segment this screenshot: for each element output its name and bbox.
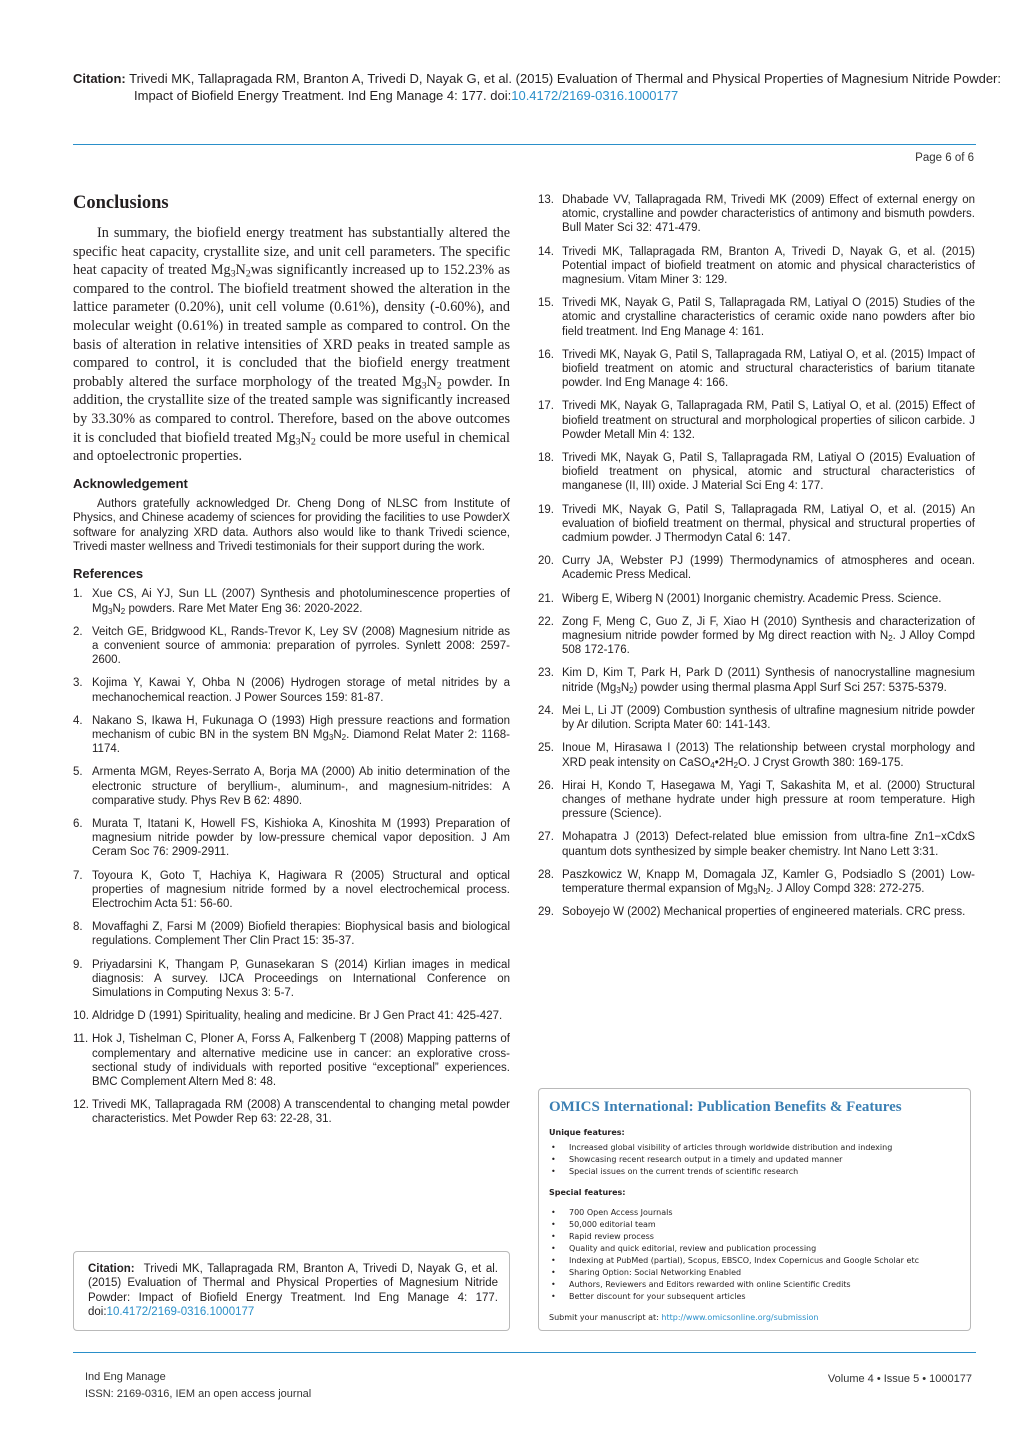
special-features-heading: Special features: (549, 1188, 626, 1197)
reference-item (73, 958, 510, 1001)
feature-item: • Better discount for your subsequent articles (549, 1291, 954, 1303)
reference-number: 5. (73, 766, 83, 779)
journal-issn: ISSN: 2169-0316, IEM an open access journal (85, 1388, 312, 1400)
reference-number: 10. (73, 1010, 89, 1023)
feature-item: • Sharing Option: Social Networking Enabled (549, 1267, 954, 1279)
formula-n: N (112, 602, 121, 615)
header-rule (73, 144, 976, 145)
reference-item (538, 245, 975, 288)
reference-text: Trivedi MK, Tallapragada RM (2008) A transcendental to changing metal powder characteristics. Met Powder Rep 63: 22-28, 31. (92, 1099, 510, 1126)
reference-item (73, 869, 510, 912)
reference-number: 1. (73, 588, 83, 601)
feature-item: • Rapid review process (549, 1231, 954, 1243)
reference-text: . J Alloy Compd 508 172-176. (562, 630, 975, 657)
reference-number: 7. (73, 869, 83, 882)
subscript: 2 (120, 606, 126, 616)
subscript: 3 (230, 268, 236, 280)
reference-text: Wiberg E, Wiberg N (2001) Inorganic chemistry. Academic Press. Science. (562, 592, 942, 605)
reference-number: 13. (538, 194, 554, 206)
reference-item (538, 830, 975, 858)
reference-text: Inoue M, Hirasawa I (2013) The relationship between crystal morphology and XRD peak intensity on CaSO (562, 742, 975, 769)
reference-item (73, 714, 510, 757)
reference-number: 22. (538, 615, 554, 628)
omics-benefits-box (538, 1088, 971, 1331)
subscript: 2 (245, 268, 251, 280)
subscript: 3 (107, 606, 113, 616)
reference-number: 12. (73, 1099, 89, 1112)
reference-text: •2H (714, 756, 734, 769)
acknowledgement-text: Authors gratefully acknowledged Dr. Cheng Dong of NLSC from Institute of Physics, and Chinese academy of sciences for providing the facilities to use PowderX software for analyzing XRD data. Authors also would like to thank Trivedi science, Trivedi master wellness and Trivedi testimonials for their support during the work. (73, 497, 510, 553)
feature-item: • Indexing at PubMed (partial), Scopus, EBSCO, Index Copernicus and Google Scholar etc (549, 1255, 954, 1267)
reference-item (538, 554, 975, 582)
reference-item (538, 905, 975, 919)
reference-item (73, 1032, 510, 1089)
unique-features-heading: Unique features: (549, 1128, 625, 1137)
volume-issue-info: Volume 4 • Issue 5 • 1000177 (827, 1373, 972, 1385)
reference-text: Soboyejo W (2002) Mechanical properties of engineered materials. CRC press. (562, 906, 966, 919)
reference-text: Trivedi MK, Nayak G, Patil S, Tallapragada RM, Latiyal O, et al. (2015) Impact of biofield treatment on atomic and structural characteristics of barium titanate powder. Ind Eng Manage 4: 166. (562, 348, 975, 390)
footer-rule (73, 1352, 976, 1353)
reference-number: 14. (538, 245, 554, 258)
reference-item (73, 920, 510, 948)
reference-number: 19. (538, 503, 554, 516)
reference-item (538, 741, 975, 769)
reference-item (538, 868, 975, 896)
reference-item (538, 592, 975, 606)
formula-n: N (620, 681, 630, 694)
feature-item: • Increased global visibility of articles through worldwide distribution and indexing (549, 1142, 954, 1154)
subscript: 4 (710, 760, 715, 770)
reference-text: powders. Rare Met Mater Eng 36: 2020-2022. (125, 602, 363, 615)
formula-n: N (426, 373, 437, 390)
conclusions-text-3: powder. In addition, the crystallite size of the treated sample was significantly increased by 33.30% as compared to control. Therefore, based on the above outcomes it is concluded that biofield treated Mg (73, 373, 510, 446)
reference-number: 23. (538, 667, 554, 680)
formula-n: N (235, 262, 246, 279)
citation-box-doi-link[interactable]: 10.4172/2169-0316.1000177 (106, 1306, 255, 1319)
reference-item (73, 625, 510, 668)
reference-text: Trivedi MK, Nayak G, Tallapragada RM, Patil S, Latiyal O, et al. (2015) Effect of biofield treatment on structural and morphological properties of silicon carbide. J Powder Metall Min 4: 132. (562, 400, 975, 441)
feature-item: • Special issues on the current trends of scientific research (549, 1166, 954, 1178)
reference-text: Trivedi MK, Tallapragada RM, Branton A, Trivedi D, Nayak G, et al. (2015) Potential impact of biofield treatment on atomic and physical characteristics of magnesium. Vitam Miner 3: 129. (562, 245, 975, 287)
subscript: 3 (295, 436, 301, 448)
submit-manuscript (549, 1313, 954, 1322)
reference-text: Nakano S, Ikawa H, Fukunaga O (1993) High pressure reactions and formation mechanism of cubic BN in the system BN Mg (92, 714, 510, 741)
reference-text: Hirai H, Kondo T, Hasegawa M, Yagi T, Sakashita M, et al. (2000) Structural changes of methane hydrate under high pressure at room temperature. High pressure (Science). (562, 779, 975, 821)
reference-item (73, 1098, 510, 1126)
special-features-list (549, 1207, 954, 1303)
subscript: 2 (888, 634, 893, 644)
reference-text: Trivedi MK, Nayak G, Patil S, Tallapragada RM, Latiyal O (2015) Studies of the atomic and crystalline characteristics of ceramic oxide nano powders after bio field treatment. Ind Eng Manage 4: 161. (562, 297, 975, 338)
reference-item (73, 765, 510, 808)
reference-number: 18. (538, 452, 554, 465)
reference-item (538, 296, 975, 339)
reference-number: 4. (73, 714, 83, 727)
formula-n: N (300, 429, 311, 446)
reference-item (538, 503, 975, 546)
subscript: 2 (310, 436, 316, 448)
reference-text: Mei L, Li JT (2009) Combustion synthesis of ultrafine magnesium nitride powder by Ar dilution. Scripta Mater 60: 141-143. (562, 704, 975, 732)
feature-item: • Quality and quick editorial, review and publication processing (549, 1243, 954, 1255)
acknowledgement-heading: Acknowledgement (73, 475, 188, 491)
reference-item (538, 399, 975, 442)
subscript: 3 (616, 685, 621, 695)
subscript: 2 (765, 886, 771, 896)
reference-number: 20. (538, 555, 554, 568)
conclusions-text-4: could be more useful in chemical and optoelectronic properties. (73, 429, 510, 465)
reference-number: 2. (73, 625, 83, 638)
reference-item (73, 587, 510, 615)
conclusions-text-1: In summary, the biofield energy treatment has substantially altered the specific heat capacity, crystallite size, and unit cell parameters. The specific heat capacity of treated Mg (73, 225, 510, 279)
subscript: 3 (753, 886, 758, 896)
reference-number: 21. (538, 592, 554, 605)
reference-item (538, 704, 975, 732)
reference-text: Xue CS, Ai YJ, Sun LL (2007) Synthesis and photoluminescence properties of Mg (92, 588, 510, 615)
feature-item: • Showcasing recent research output in a timely and updated manner (549, 1154, 954, 1166)
conclusions-paragraph (73, 224, 510, 466)
reference-text: . J Alloy Compd 328: 272-275. (770, 882, 925, 895)
reference-number: 8. (73, 921, 83, 934)
reference-text: Hok J, Tishelman C, Ploner A, Forss A, Falkenberg T (2008) Mapping patterns of complementary and alternative medicine use in cancer: an explorative cross-sectional study of individuals with reported positive “exceptional” experiences. BMC Complement Altern Med 8: 48. (92, 1033, 510, 1089)
header-citation (73, 70, 1024, 104)
reference-text: Trivedi MK, Nayak G, Patil S, Tallapragada RM, Latiyal O (2015) Evaluation of biofield treatment on physical, atomic and structural characteristics of manganese (II, III) oxide. J Material Sci Eng 4: 177. (562, 452, 975, 493)
reference-item (538, 779, 975, 822)
citation-box (73, 1251, 510, 1331)
reference-text: Curry JA, Webster PJ (1999) Thermodynamics of atmospheres and ocean. Academic Press Medical. (562, 555, 975, 582)
reference-text: Kojima Y, Kawai Y, Ohba N (2006) Hydrogen storage of metal nitrides by a mechanochemical reaction. J Power Sources 159: 81-87. (92, 677, 510, 704)
reference-text: Armenta MGM, Reyes-Serrato A, Borja MA (2000) Ab initio determination of the electronic structure of beryllium-, aluminum-, and magnesium-nitrides: A comparative study. Phys Rev B 62: 4890. (92, 766, 510, 807)
reference-text: Murata T, Itatani K, Howell FS, Kishioka A, Kinoshita M (1993) Preparation of magnesium nitride powder by low-pressure chemical vapor deposition. J Am Ceram Soc 76: 2909-2911. (92, 817, 510, 859)
formula-n: N (757, 882, 766, 895)
citation-box-text: Trivedi MK, Tallapragada RM, Branton A, Trivedi D, Nayak G, et al. (2015) Evaluation of Thermal and Physical Properties of Magnesium Nitride Powder: Impact of Biofield Energy Treatment. Ind Eng Manage 4: 177. doi: (88, 1263, 498, 1319)
omics-title: OMICS International: Publication Benefits & Features (549, 1099, 902, 1115)
reference-item (538, 615, 975, 658)
conclusions-text-2: was significantly increased up to 152.23% as compared to the control. The biofield treatment showed the alteration in the lattice parameter (0.20%), unit cell volume (0.61%), density (-0.60%), and molecular weight (0.61%) in treated sample as compared to control. On the basis of alteration in relative intensities of XRD peaks in treated sample as compared to control, it is concluded that the biofield energy treatment probably altered the surface morphology of the treated Mg (73, 262, 510, 390)
reference-number: 11. (73, 1033, 89, 1046)
subscript: 2 (341, 732, 347, 742)
reference-text: Toyoura K, Goto T, Hachiya K, Hagiwara R (2005) Structural and optical properties of magnesium nitride formed by a novel electrochemical process. Electrochim Acta 51: 56-60. (92, 869, 510, 910)
references-list-left (73, 587, 510, 1126)
reference-number: 6. (73, 817, 83, 830)
reference-text: Priyadarsini K, Thangam P, Gunasekaran S (2014) Kirlian images in medical diagnosis: A survey. IJCA Proceedings on International Conference on Simulations in Computing Nexus 3: 5-7. (92, 958, 510, 1000)
reference-text: Zong F, Meng C, Guo Z, Ji F, Xiao H (2010) Synthesis and characterization of magnesium nitride powder formed by Mg direct reaction with N (562, 615, 975, 643)
feature-item: • Authors, Reviewers and Editors rewarded with online Scientific Credits (549, 1279, 954, 1291)
reference-text: Trivedi MK, Nayak G, Patil S, Tallapragada RM, Latiyal O, et al. (2015) An evaluation of biofield treatment on thermal, physical and structural properties of cadmium powder. J Thermodyn Catal 6: 147. (562, 503, 975, 545)
reference-item (538, 451, 975, 494)
header-doi-link[interactable]: 10.4172/2169-0316.1000177 (511, 88, 679, 103)
reference-item (538, 193, 975, 236)
reference-text: Kim D, Kim T, Park H, Park D (2011) Synthesis of nanocrystalline magnesium nitride (Mg (562, 667, 975, 694)
submission-link[interactable]: http://www.omicsonline.org/submission (661, 1313, 819, 1322)
header-citation-label: Citation: (73, 71, 126, 86)
reference-number: 27. (538, 831, 554, 844)
references-heading: References (73, 566, 144, 582)
reference-number: 15. (538, 297, 554, 310)
feature-item: • 700 Open Access Journals (549, 1207, 954, 1219)
reference-number: 25. (538, 742, 554, 755)
subscript: 2 (629, 685, 634, 695)
reference-number: 29. (538, 906, 554, 919)
reference-text: Movaffaghi Z, Farsi M (2009) Biofield therapies: Biophysical basis and biological regulations. Complement Ther Clin Pract 15: 35-37. (92, 921, 510, 948)
subscript: 3 (328, 732, 334, 742)
reference-text: O. J Cryst Growth 380: 169-175. (738, 756, 904, 769)
references-list-right (538, 193, 975, 919)
reference-text: Mohapatra J (2013) Defect-related blue emission from ultra-fine Zn1−xCdxS quantum dots synthesized by simple beaker chemistry. Int Nano Lett 3:31. (562, 831, 975, 858)
subscript: 3 (421, 380, 427, 392)
reference-number: 26. (538, 779, 554, 792)
reference-number: 3. (73, 677, 83, 690)
reference-text: . Diamond Relat Mater 2: 1168-1174. (92, 728, 510, 756)
reference-item (73, 1009, 510, 1023)
reference-text: Paszkowicz W, Knapp M, Domagala JZ, Kamler G, Podsiadlo S (2001) Low-temperature thermal expansion of Mg (562, 868, 975, 895)
reference-text: Veitch GE, Bridgwood KL, Rands-Trevor K, Ley SV (2008) Magnesium nitride as a convenient source of ammonia: preparation of pyrroles. Synlett 2008: 2597-2600. (92, 625, 510, 667)
reference-text: Aldridge D (1991) Spirituality, healing and medicine. Br J Gen Pract 41: 425-427. (92, 1010, 503, 1023)
reference-number: 28. (538, 868, 554, 881)
header-citation-text: Trivedi MK, Tallapragada RM, Branton A, Trivedi D, Nayak G, et al. (2015) Evaluation of Thermal and Physical Properties of Magnesium Nitride Powder: Impact of Biofield Energy Treatment. Ind Eng Manage 4: 177. doi: (129, 71, 1001, 103)
submit-label: Submit your manuscript at: (549, 1313, 662, 1322)
subscript: 2 (436, 380, 442, 392)
unique-features-list (549, 1142, 954, 1178)
reference-number: 17. (538, 400, 554, 413)
reference-item (73, 817, 510, 860)
reference-item (538, 348, 975, 391)
reference-number: 9. (73, 958, 83, 971)
journal-name: Ind Eng Manage (85, 1371, 166, 1383)
right-column (538, 193, 975, 928)
reference-text: ) powder using thermal plasma Appl Surf Sci 257: 5375-5379. (633, 681, 947, 694)
formula-n: N (333, 728, 342, 741)
reference-number: 24. (538, 704, 554, 717)
citation-box-label: Citation: (88, 1263, 135, 1275)
left-column (73, 193, 510, 1136)
feature-item: • 50,000 editorial team (549, 1219, 954, 1231)
reference-number: 16. (538, 348, 554, 361)
reference-item (538, 666, 975, 694)
subscript: 2 (733, 760, 738, 770)
reference-item (73, 676, 510, 704)
page-number: Page 6 of 6 (915, 152, 974, 164)
conclusions-heading: Conclusions (73, 193, 169, 213)
reference-text: Dhabade VV, Tallapragada RM, Trivedi MK (2009) Effect of external energy on atomic, crystalline and powder characteristics of antimony and bismuth powders. Bull Mater Sci 32: 471-479. (562, 194, 975, 235)
